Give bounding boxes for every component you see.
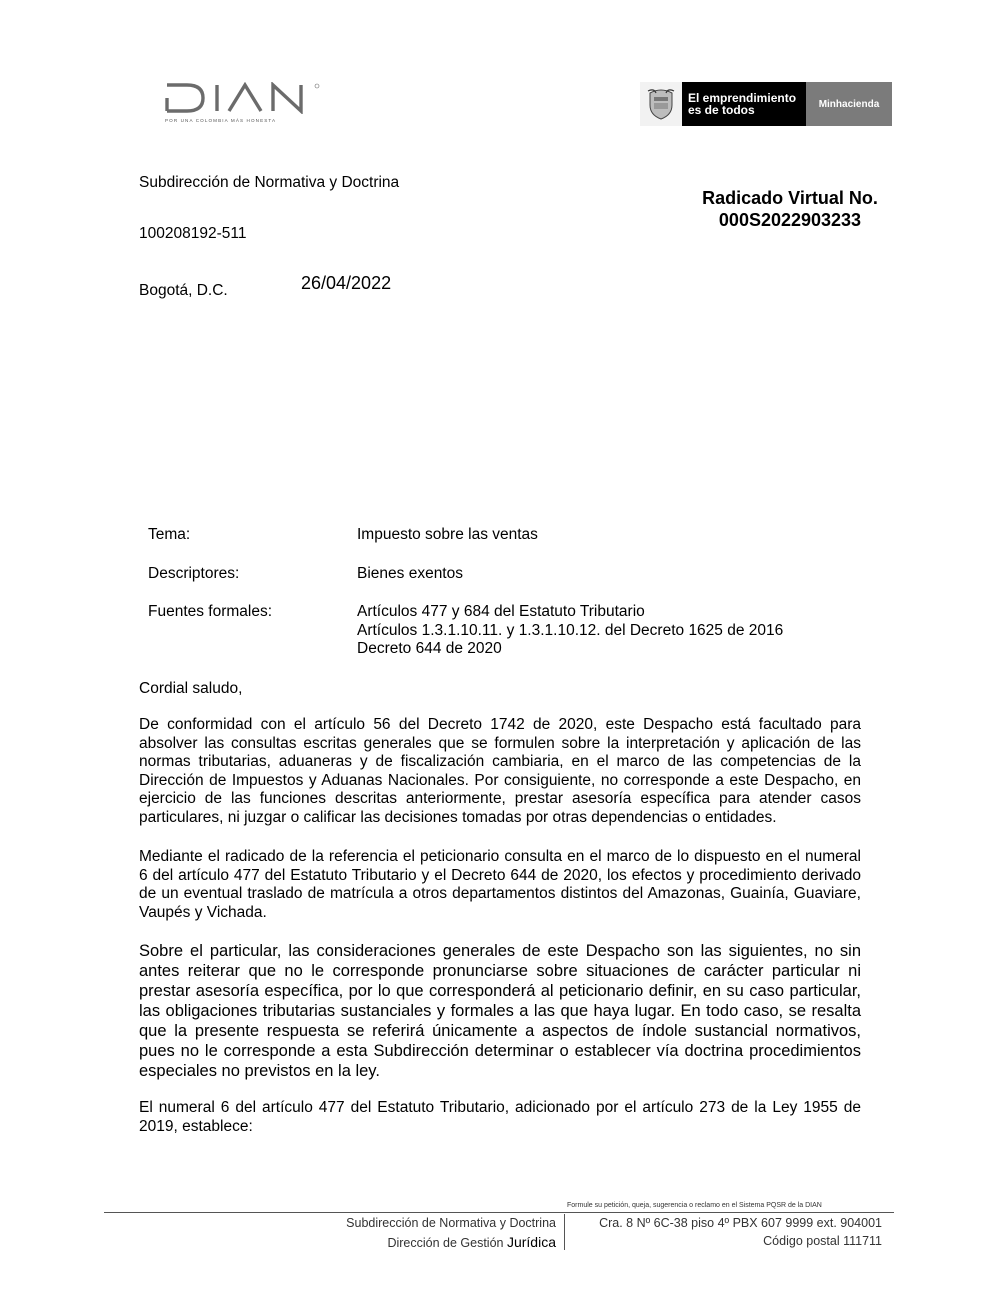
badge-line-1: El emprendimiento	[688, 91, 797, 105]
fuentes-item: Artículos 1.3.1.10.11. y 1.3.1.10.12. del Decreto 1625 de 2016	[357, 621, 784, 639]
document-date: 26/04/2022	[301, 273, 392, 293]
dian-tagline: POR UNA COLOMBIA MÁS HONESTA	[165, 118, 277, 123]
body-paragraph: De conformidad con el artículo 56 del Decreto 1742 de 2020, este Despacho está facultado para absolver las consultas escritas generales que se formulen sobre la interpretación y aplicación de las normas tributarias, aduaneras y de fiscalización cambiaria, en el marco de las competencias de la Dirección de Impuestos y Aduanas Nacionales. Por consiguiente, no corresponde a este Despacho, en ejercicio de las funciones descritas anteriormente, prestar asesoría específica para atender casos particulares, ni juzgar o calificar las decisiones tomadas por otras dependencias o entidades.	[139, 716, 861, 826]
dian-wordmark	[165, 82, 325, 114]
footer-postal-code: Código postal 111711	[763, 1234, 882, 1248]
descriptores-label: Descriptores:	[148, 565, 240, 582]
fuentes-item: Artículos 477 y 684 del Estatuto Tributario	[357, 603, 645, 620]
footer-direction	[250, 1233, 556, 1252]
body-paragraph: Sobre el particular, las consideraciones generales de este Despacho son las siguientes, no sin antes reiterar que no le corresponde pronunciarse sobre situaciones de carácter particular ni prestar asesoría específica, por lo que corresponderá al peticionario definir, en su caso particular, las obligaciones tributarias sustanciales y formales a las que haya lugar. En todo caso, se resalta que la presente respuesta se referirá únicamente a aspectos de índole sustancial normativos, pues no le corresponde a esta Subdirección determinar o establecer vía doctrina procedimientos especiales no previstos en la ley.	[139, 942, 861, 1080]
badge-ministry: Minhacienda	[806, 82, 892, 126]
fuentes-label: Fuentes formales:	[148, 603, 273, 620]
footer-address: Cra. 8 Nº 6C-38 piso 4º PBX 607 9999 ext. 904001	[599, 1216, 882, 1230]
footer-direction-emph: Jurídica	[506, 1234, 556, 1250]
footer-office: Subdirección de Normativa y Doctrina	[346, 1216, 556, 1230]
reference-number: 100208192-511	[139, 225, 247, 242]
coat-of-arms-icon	[640, 82, 682, 126]
government-badge	[640, 82, 892, 126]
body-paragraph: El numeral 6 del artículo 477 del Estatuto Tributario, adicionado por el artículo 273 de la Ley 1955 de 2019, establece:	[139, 1099, 861, 1135]
footer-divider	[104, 1212, 894, 1213]
badge-slogan	[682, 82, 806, 126]
dian-logo	[165, 82, 325, 128]
office-name: Subdirección de Normativa y Doctrina	[139, 174, 400, 191]
city: Bogotá, D.C.	[139, 282, 228, 299]
badge-line-2: es de todos	[688, 103, 755, 117]
footer-separator	[564, 1214, 565, 1250]
radicado-number: 000S2022903233	[718, 210, 862, 230]
fuentes-list	[357, 603, 783, 659]
radicado-label: Radicado Virtual No.	[702, 188, 878, 208]
descriptores-value: Bienes exentos	[357, 565, 463, 582]
body-paragraph: Mediante el radicado de la referencia el peticionario consulta en el marco de lo dispuesto en el numeral 6 del artículo 477 del Estatuto Tributario y el Decreto 644 de 2020, los efectos y procedimiento derivado de un eventual traslado de matrícula a otros departamentos distintos del Amazonas, Guainía, Guaviare, Vaupés y Vichada.	[139, 848, 861, 921]
greeting: Cordial saludo,	[139, 680, 243, 697]
radicado-block	[660, 187, 920, 231]
tema-value: Impuesto sobre las ventas	[357, 526, 538, 543]
footer-note: Formule su petición, queja, sugerencia o reclamo en el Sistema PQSR de la DIAN	[567, 1202, 822, 1209]
tema-label: Tema:	[148, 526, 191, 543]
fuentes-item: Decreto 644 de 2020	[357, 640, 502, 657]
footer-direction-prefix: Dirección de Gestión	[387, 1236, 504, 1250]
